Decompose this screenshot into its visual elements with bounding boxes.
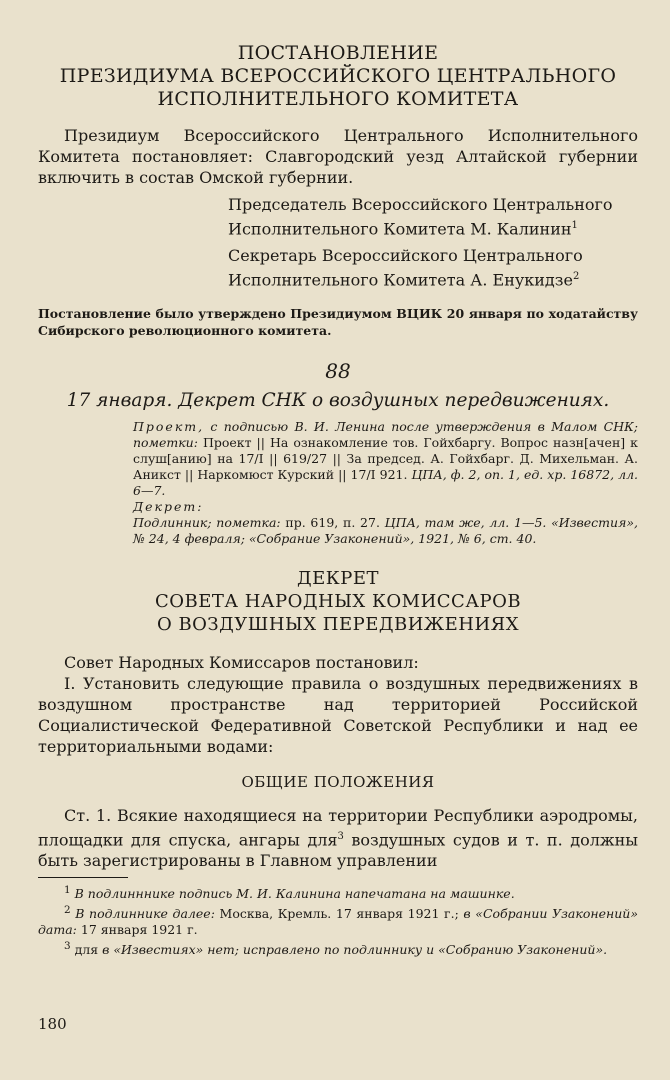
source-original xyxy=(133,515,638,547)
source-project-marks: Проект || На ознакомление тов. Гойхбаргу. Вопрос назн[ачен] к слуш[анию] на 17/I || 619/27 || За председ. А. Гойхбарг. Д. Михельман. А. Аникст || Наркомюст Курский || 17/I 921. xyxy=(133,434,638,482)
decree-heading xyxy=(38,567,638,636)
article-1 xyxy=(38,805,638,871)
footnote-ref-1: 1 xyxy=(571,220,578,231)
footnote-2 xyxy=(38,902,638,938)
resolution-title xyxy=(38,42,638,111)
source-original-desc: Подлинник; пометка: xyxy=(133,514,286,530)
document-title: 17 января. Декрет СНК о воздушных передвижениях. xyxy=(66,389,610,411)
document-number: 88 xyxy=(325,358,351,383)
resolution-note: Постановление было утверждено Президиумом ВЦИК 20 января по ходатайству Сибирского революционного комитета. xyxy=(38,305,638,338)
page-number: 180 xyxy=(38,1015,67,1033)
source-project xyxy=(133,419,638,499)
page-content xyxy=(38,42,638,958)
resolution-title-line1: ПОСТАНОВЛЕНИЕ xyxy=(237,42,439,64)
resolution-title-line2: ПРЕЗИДИУМА ВСЕРОССИЙСКОГО ЦЕНТРАЛЬНОГО xyxy=(59,65,617,87)
footnote-2-italic2: в «Собрании Узаконений» дата: xyxy=(38,906,638,938)
footnote-1 xyxy=(38,882,638,902)
source-note xyxy=(38,419,638,547)
article-1-text-b: воздушных судов и т. п. должны быть зарегистрированы в Главном управлении xyxy=(38,829,638,870)
footnote-3-mark: 3 xyxy=(64,940,71,953)
article-1-text-a: Ст. 1. Всякие находящиеся на территории Республики аэродромы, площадки для спуска, ангары для xyxy=(38,805,638,849)
footnote-2-italic: В подлиннике далее: xyxy=(75,906,220,922)
source-project-archive: ЦПА, ф. 2, оп. 1, ед. хр. 16872, лл. 6—7. xyxy=(133,466,639,498)
decree-intro: Совет Народных Комиссаров постановил: xyxy=(64,652,419,672)
resolution-title-line3: ИСПОЛНИТЕЛЬНОГО КОМИТЕТА xyxy=(157,88,519,110)
resolution-text: Президиум Всероссийского Центрального Исполнительного Комитета постановляет: Славгородский уезд Алтайской губернии включить в состав Омской губернии. xyxy=(38,126,638,187)
source-original-mark: пр. 619, п. 27. xyxy=(285,514,380,530)
decree-para1: I. Установить следующие правила о воздушных передвижениях в воздушном пространстве над территорией Российской Социалистической Федеративной Советской Республики и над ее территориальными водами: xyxy=(38,673,638,756)
signature-chairman-text: Председатель Всероссийского Центрального Исполнительного Комитета М. Калинин xyxy=(228,195,613,239)
decree-heading-line1: ДЕКРЕТ xyxy=(297,567,379,589)
footnote-ref-2: 2 xyxy=(572,271,580,283)
decree-heading-line3: О ВОЗДУШНЫХ ПЕРЕДВИЖЕНИЯХ xyxy=(156,613,520,635)
signature-secretary-text: Секретарь Всероссийского Центрального Исполнительного Комитета А. Енукидзе xyxy=(228,246,583,290)
source-original-refs: ЦПА, там же, лл. 1—5. «Известия», № 24, 4 февраля; «Собрание Узаконений», 1921, № 6, ст. 40. xyxy=(133,514,638,546)
footnote-ref-3: 3 xyxy=(337,830,344,842)
footnote-2-mark: 2 xyxy=(64,904,71,917)
source-project-desc: с подписью В. И. Ленина после утверждения в Малом СНК; пометки: xyxy=(133,418,638,450)
footnote-2-text2: 17 января 1921 г. xyxy=(80,922,198,938)
footnote-2-text: Москва, Кремль. 17 января 1921 г.; xyxy=(219,906,459,922)
source-project-label: Проект, xyxy=(133,418,205,434)
footnote-3-italic2: в «Известиях» нет; исправлено по подлиннику и «Собранию Узаконений». xyxy=(98,942,608,958)
footnote-3-text: для xyxy=(74,942,99,958)
footnote-divider xyxy=(38,877,128,878)
footnote-3 xyxy=(38,938,638,958)
footnote-1-mark: 1 xyxy=(64,883,71,896)
signature-chairman xyxy=(38,194,638,239)
section-heading: ОБЩИЕ ПОЛОЖЕНИЯ xyxy=(241,772,435,791)
decree-heading-line2: СОВЕТА НАРОДНЫХ КОМИССАРОВ xyxy=(154,590,522,612)
footnote-1-text: В подлинннике подпись М. И. Калинина напечатана на машинке. xyxy=(74,886,515,902)
signature-secretary xyxy=(38,245,638,290)
source-decree-label: Декрет: xyxy=(133,498,204,514)
